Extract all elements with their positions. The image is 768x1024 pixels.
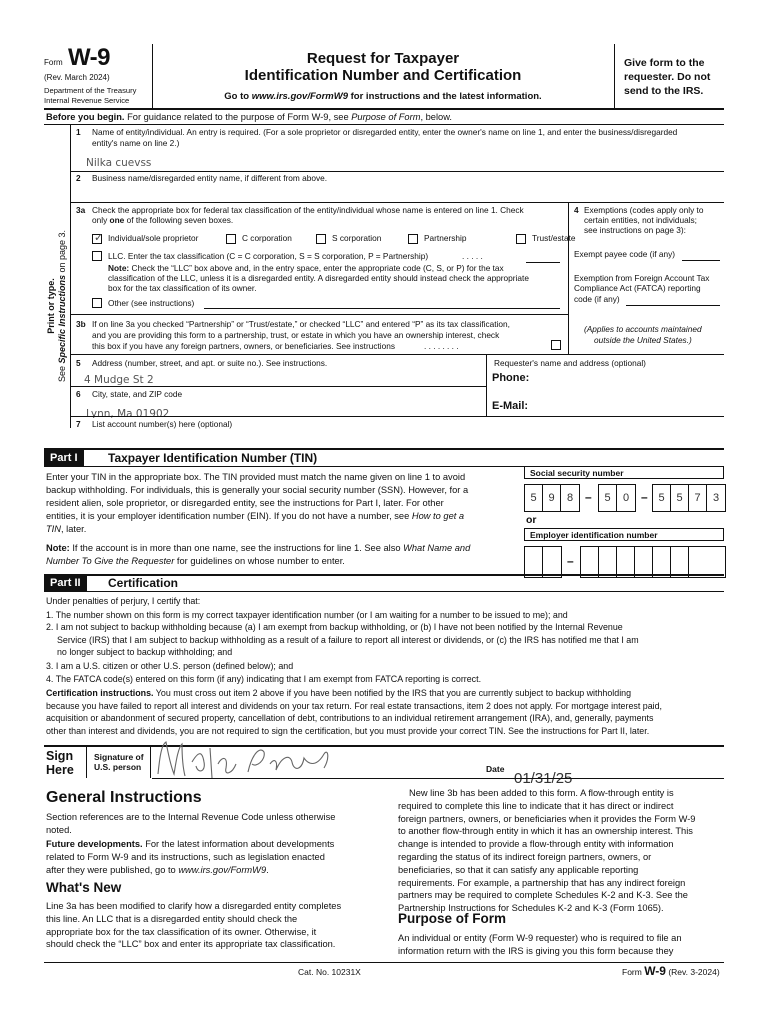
checkbox-foreign-partners[interactable] [551,340,561,350]
goto-url[interactable]: www.irs.gov/FormW9 [251,91,348,102]
signature-scribble[interactable] [152,734,342,782]
business-name-field[interactable] [86,186,706,200]
give-line1: Give form to the [624,57,705,69]
side-label-divider [70,124,71,428]
line2-label: Business name/disregarded entity name, if different from above. [92,173,328,183]
print-or-type-label: Print or type. See Specific Instructions on page 3. [46,229,67,383]
or-label: or [526,514,537,526]
checkbox-llc[interactable] [92,251,102,261]
form-title-line1: Request for Taxpayer [306,50,460,67]
ssn-group-1[interactable]: 5 9 8 [524,484,580,512]
email-label: E-Mail: [492,400,529,412]
purpose-of-form-text: An individual or entity (Form W-9 requester) who is required to file an information return with the IRS is giving you this form because they [398,933,682,956]
general-section-refs: Section references are to the Internal Revenue Code unless otherwise noted. [46,812,336,835]
header-bottom-rule [44,108,724,110]
before-rule [44,124,724,125]
city-state-zip-field[interactable]: Lynn, Ma 01902 [86,408,170,418]
form-revision: (Rev. March 2024) [44,73,110,82]
ssn-group-2[interactable]: 5 0 [598,484,636,512]
account-numbers-field[interactable] [92,432,712,446]
goto-instructions [152,91,614,102]
whats-new-heading: What's New [46,880,122,895]
part2-title: Certification [108,576,179,590]
give-line3: send to the IRS. [624,85,704,97]
llc-code-field[interactable] [526,262,560,263]
checkbox-individual[interactable] [92,234,102,244]
name-field[interactable]: Nilka cuevss [86,157,152,169]
date-label: Date [486,764,505,774]
give-form-note [624,56,710,98]
purpose-of-form-heading: Purpose of Form [398,911,507,926]
whats-new-text: Line 3a has been modified to clarify how a disregarded entity completes this line. An LLC that is a disregarded entity should check the appropriate box for the tax classification of its owner. Otherwise, it should check the “LLC” box and enter its appropriate tax classification. [46,901,342,950]
checkbox-partnership[interactable] [408,234,418,244]
part2-tag: Part II [44,575,87,592]
other-field[interactable] [204,308,560,309]
checkbox-c-corp[interactable] [226,234,236,244]
checkbox-trust-estate[interactable] [516,234,526,244]
line1-label: Name of entity/individual. An entry is required. (For a sole proprietor or disregarded entity, enter the owner's name on line 1, and enter the business/disregarded [92,127,678,137]
part1-note: Note: If the account is in more than one name, see the instructions for line 1. See also What Name and Number To Give the Requester for guidelines on whose number to enter. [46,543,471,566]
dept-line1: Department of the Treasury [44,86,137,95]
ein-label: Employer identification number [524,528,724,541]
form-title-line2: Identification Number and Certification [244,67,522,84]
ssn-group-3[interactable]: 5 5 7 3 [652,484,726,512]
dept-line2: Internal Revenue Service [44,96,130,105]
ssn-label: Social security number [524,466,724,479]
part1-text: Enter your TIN in the appropriate box. The TIN provided must match the name given on line 1 to avoid backup withholding. For individuals, this is generally your social security number (SSN). However, for a resident alien, sole proprietor, or disregarded entity, see the instructions for Part I, later. For other entities, it is your employer identification number (EIN). If you do not have a number, see How to get a TIN, later. [46,472,469,534]
fatca-code-field[interactable] [626,305,720,306]
checkmark-icon: ✓ [94,232,104,244]
certification-text: Under penalties of perjury, I certify that: 1. The number shown on this form is my correct taxpayer identification number (or I am waiting for a number to be issued to me); and 2. I am not subject to backup withholding because (a) I am exempt from backup withholding, or (b) I have not been notified by the Internal Revenue Service (IRS) that I am subject to backup withholding as a result of a failure to report all interest or dividends, or (c) the IRS has notified me that I am no longer subject to backup withholding; and 3. I am a U.S. citizen or other U.S. person (defined below); and 4. The FATCA code(s) entered on this form (if any) indicating that I am exempt from FATCA reporting is correct. Certification instructions. You must cross out item 2 above if you have been notified by the IRS that you are currently subject to backup withholding because you have failed to report all interest and dividends on your tax return. For real estate transactions, item 2 does not apply. For mortgage interest paid, acquisition or abandonment of secured property, cancellation of debt, contributions to an individual retirement arrangement (IRA), and, generally, payments other than interest and dividends, you are not required to sign the certification, but you must provide your correct TIN. See the instructions for Part II, later. [46,596,663,736]
form-word: Form [44,58,63,67]
goto-prefix: Go to [224,91,252,102]
goto-suffix: for instructions and the latest information. [347,91,542,102]
footer-form-id: Form W-9 (Rev. 3-2024) [622,964,720,978]
part1-tag: Part I [44,450,84,467]
date-field[interactable]: 01/31/25 [514,770,573,787]
checkbox-s-corp[interactable] [316,234,326,244]
line3b-info-text: New line 3b has been added to this form. A flow-through entity is required to complete this line to indicate that it has direct or indirect foreign partners, owners, or beneficiaries when it provides the Form W-9 to another flow-through entity in which it has an ownership interest. This change is intended to provide a flow-through entity with information regarding the status of its indirect foreign partners, owners, or beneficiaries, so that it can satisfy any applicable reporting requirements. For example, a partnership that has any indirect foreign partners may be required to complete Schedules K-2 and K-3. See the Partnership Instructions for Schedules K-2 and K-3 (Form 1065). [398,788,696,914]
phone-label: Phone: [492,372,530,384]
signature-label: Signature of U.S. person [94,752,144,772]
checkbox-other[interactable] [92,298,102,308]
general-instructions-heading: General Instructions [46,789,202,806]
sign-here-label: Sign Here [46,749,74,777]
before-you-begin: Before you begin. For guidance related to the purpose of Form W-9, see Purpose of Form, below. [46,112,452,122]
form-number: W-9 [68,44,111,71]
exempt-payee-field[interactable] [682,260,720,261]
part1-title: Taxpayer Identification Number (TIN) [108,451,318,465]
header-divider-right [614,44,615,108]
catalog-number: Cat. No. 10231X [298,967,361,977]
give-line2: requester. Do not [624,71,711,83]
future-developments: Future developments. For the latest information about developments related to Form W-9 and its instructions, such as legislation enacted after they were published, go to www.irs.gov/FormW9. [46,839,335,875]
address-field[interactable]: 4 Mudge St 2 [84,374,154,386]
